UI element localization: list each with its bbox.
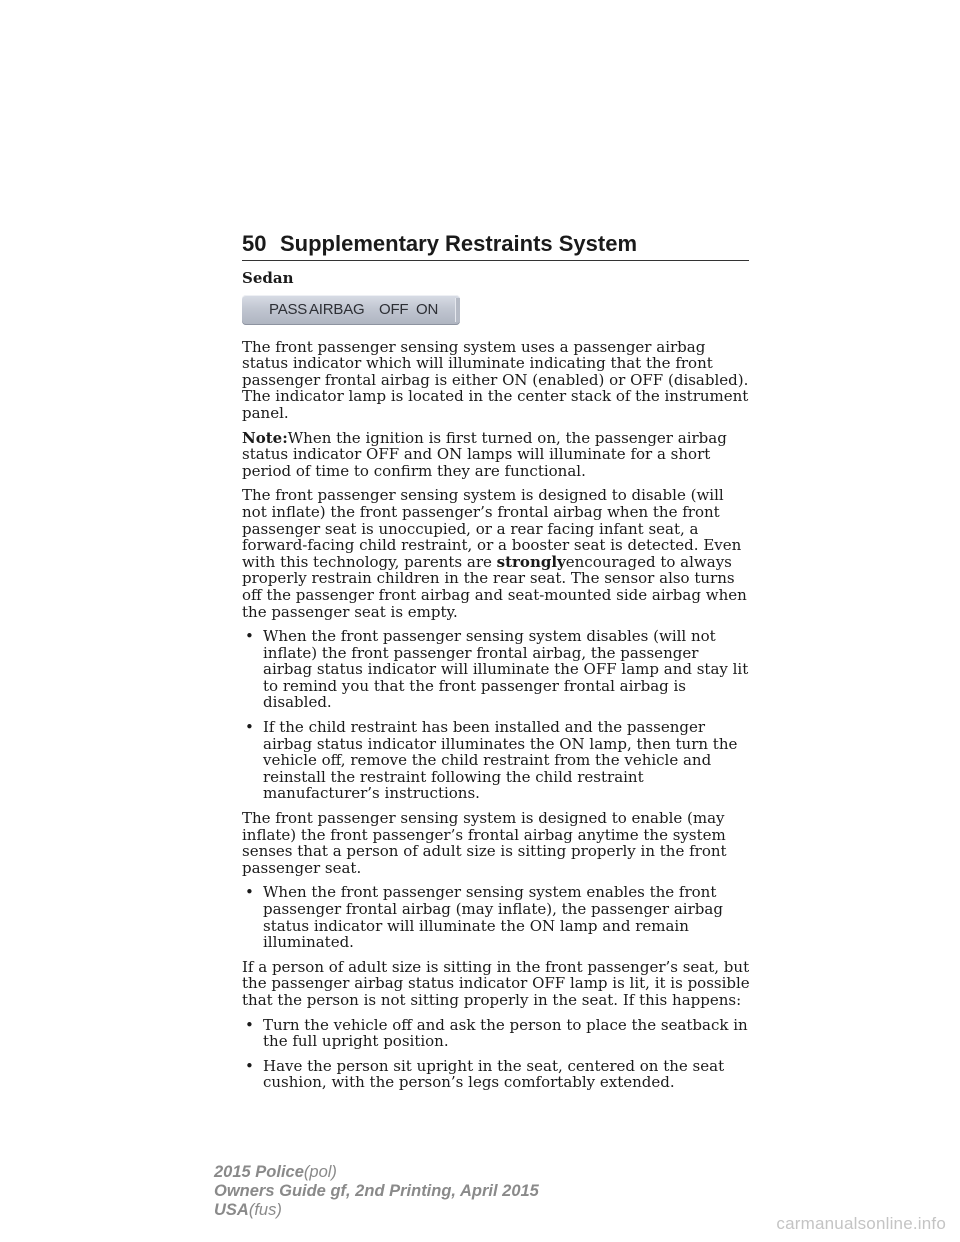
- note-text: When the ignition is first turned on, the passenger airbag status indicator OFF and ON lamps will illuminate for a short period of time to confirm they are functional.: [242, 428, 727, 480]
- list-item: [242, 719, 752, 802]
- footer-line-model: [214, 1163, 539, 1182]
- indicator-label-pass: PASS: [269, 300, 308, 318]
- footer-model-code: (pol): [303, 1163, 337, 1181]
- paragraph-intro: The front passenger sensing system uses a passenger airbag status indicator which will illuminate indicating that the front passenger frontal airbag is either ON (enabled) or OFF (disabled). The indicator lamp is located in the center stack of the instrument panel.: [242, 337, 749, 422]
- section-heading: Sedan: [242, 269, 294, 287]
- indicator-label-on: ON: [416, 300, 439, 318]
- footer-market-code: (fus): [248, 1201, 282, 1219]
- bullet-icon: •: [245, 1056, 254, 1075]
- paragraph-disable-text-2: encouraged to always properly restrain children in the rear seat. The sensor also turns off the passenger front airbag and seat-mounted side airbag when the passenger seat is empty.: [242, 552, 747, 621]
- footer-line-edition: [214, 1182, 539, 1201]
- passenger-airbag-indicator-image: [242, 295, 460, 325]
- list-item: [242, 1017, 752, 1050]
- document-footer: [214, 1163, 539, 1220]
- list-item-text: When the front passenger sensing system disables (will not inflate) the front passenger frontal airbag, the passenger airbag status indicator will illuminate the OFF lamp and stay lit to remind you that the front passenger frontal airbag is disabled.: [263, 627, 749, 712]
- indicator-label-airbag: AIRBAG: [309, 300, 365, 318]
- footer-edition: Owners Guide gf, 2nd Printing, April 2015: [214, 1182, 539, 1200]
- list-item: [242, 884, 752, 950]
- list-item-text: Have the person sit upright in the seat, centered on the seat cushion, with the person’s legs comfortably extended.: [263, 1056, 725, 1092]
- list-item: [242, 1058, 752, 1091]
- list-item-text: If the child restraint has been installed and the passenger airbag status indicator illuminates the ON lamp, then turn the vehicle off, remove the child restraint from the vehicle and reinstall the restraint following the child restraint manufacturer’s instructions.: [263, 718, 738, 803]
- footer-line-market: [214, 1201, 539, 1220]
- watermark-text: carmanualsonline.info: [776, 1214, 946, 1233]
- paragraph-disable: [242, 487, 752, 620]
- list-item-text: When the front passenger sensing system enables the front passenger frontal airbag (may inflate), the passenger airbag status indicator will illuminate the ON lamp and remain illuminated.: [263, 883, 723, 952]
- footer-market: USA: [214, 1201, 249, 1219]
- footer-model: 2015 Police: [214, 1163, 304, 1181]
- page-title: Supplementary Restraints System: [280, 231, 638, 256]
- paragraph-disable-text-1: The front passenger sensing system is designed to disable (will not inflate) the front passenger’s frontal airbag when the front passenger seat is unoccupied, or a rear facing infant seat, a forward-facing child restraint, or a booster seat is detected. Even with this technology, parents are: [242, 486, 742, 571]
- paragraph-note: [242, 430, 752, 480]
- page-number: 50: [242, 231, 267, 256]
- note-label: Note:: [242, 428, 288, 447]
- paragraph-adult-size: If a person of adult size is sitting in the front passenger’s seat, but the passenger airbag status indicator OFF lamp is lit, it is possible that the person is not sitting properly in the seat. If this happens:: [242, 957, 750, 1009]
- bullet-icon: •: [245, 1015, 254, 1034]
- bullet-icon: •: [245, 883, 254, 902]
- list-item-text: Turn the vehicle off and ask the person to place the seatback in the full upright position.: [263, 1015, 748, 1051]
- page-header: [242, 230, 749, 261]
- page-content: [242, 270, 752, 1099]
- indicator-label-off: OFF: [379, 300, 409, 318]
- bullet-icon: •: [245, 627, 254, 646]
- paragraph-enable: The front passenger sensing system is designed to enable (may inflate) the front passenger’s frontal airbag anytime the system senses that a person of adult size is sitting properly in the front passenger seat.: [242, 809, 727, 877]
- bullet-icon: •: [245, 718, 254, 737]
- emphasis-strongly: strongly: [496, 552, 566, 571]
- list-item: [242, 628, 752, 711]
